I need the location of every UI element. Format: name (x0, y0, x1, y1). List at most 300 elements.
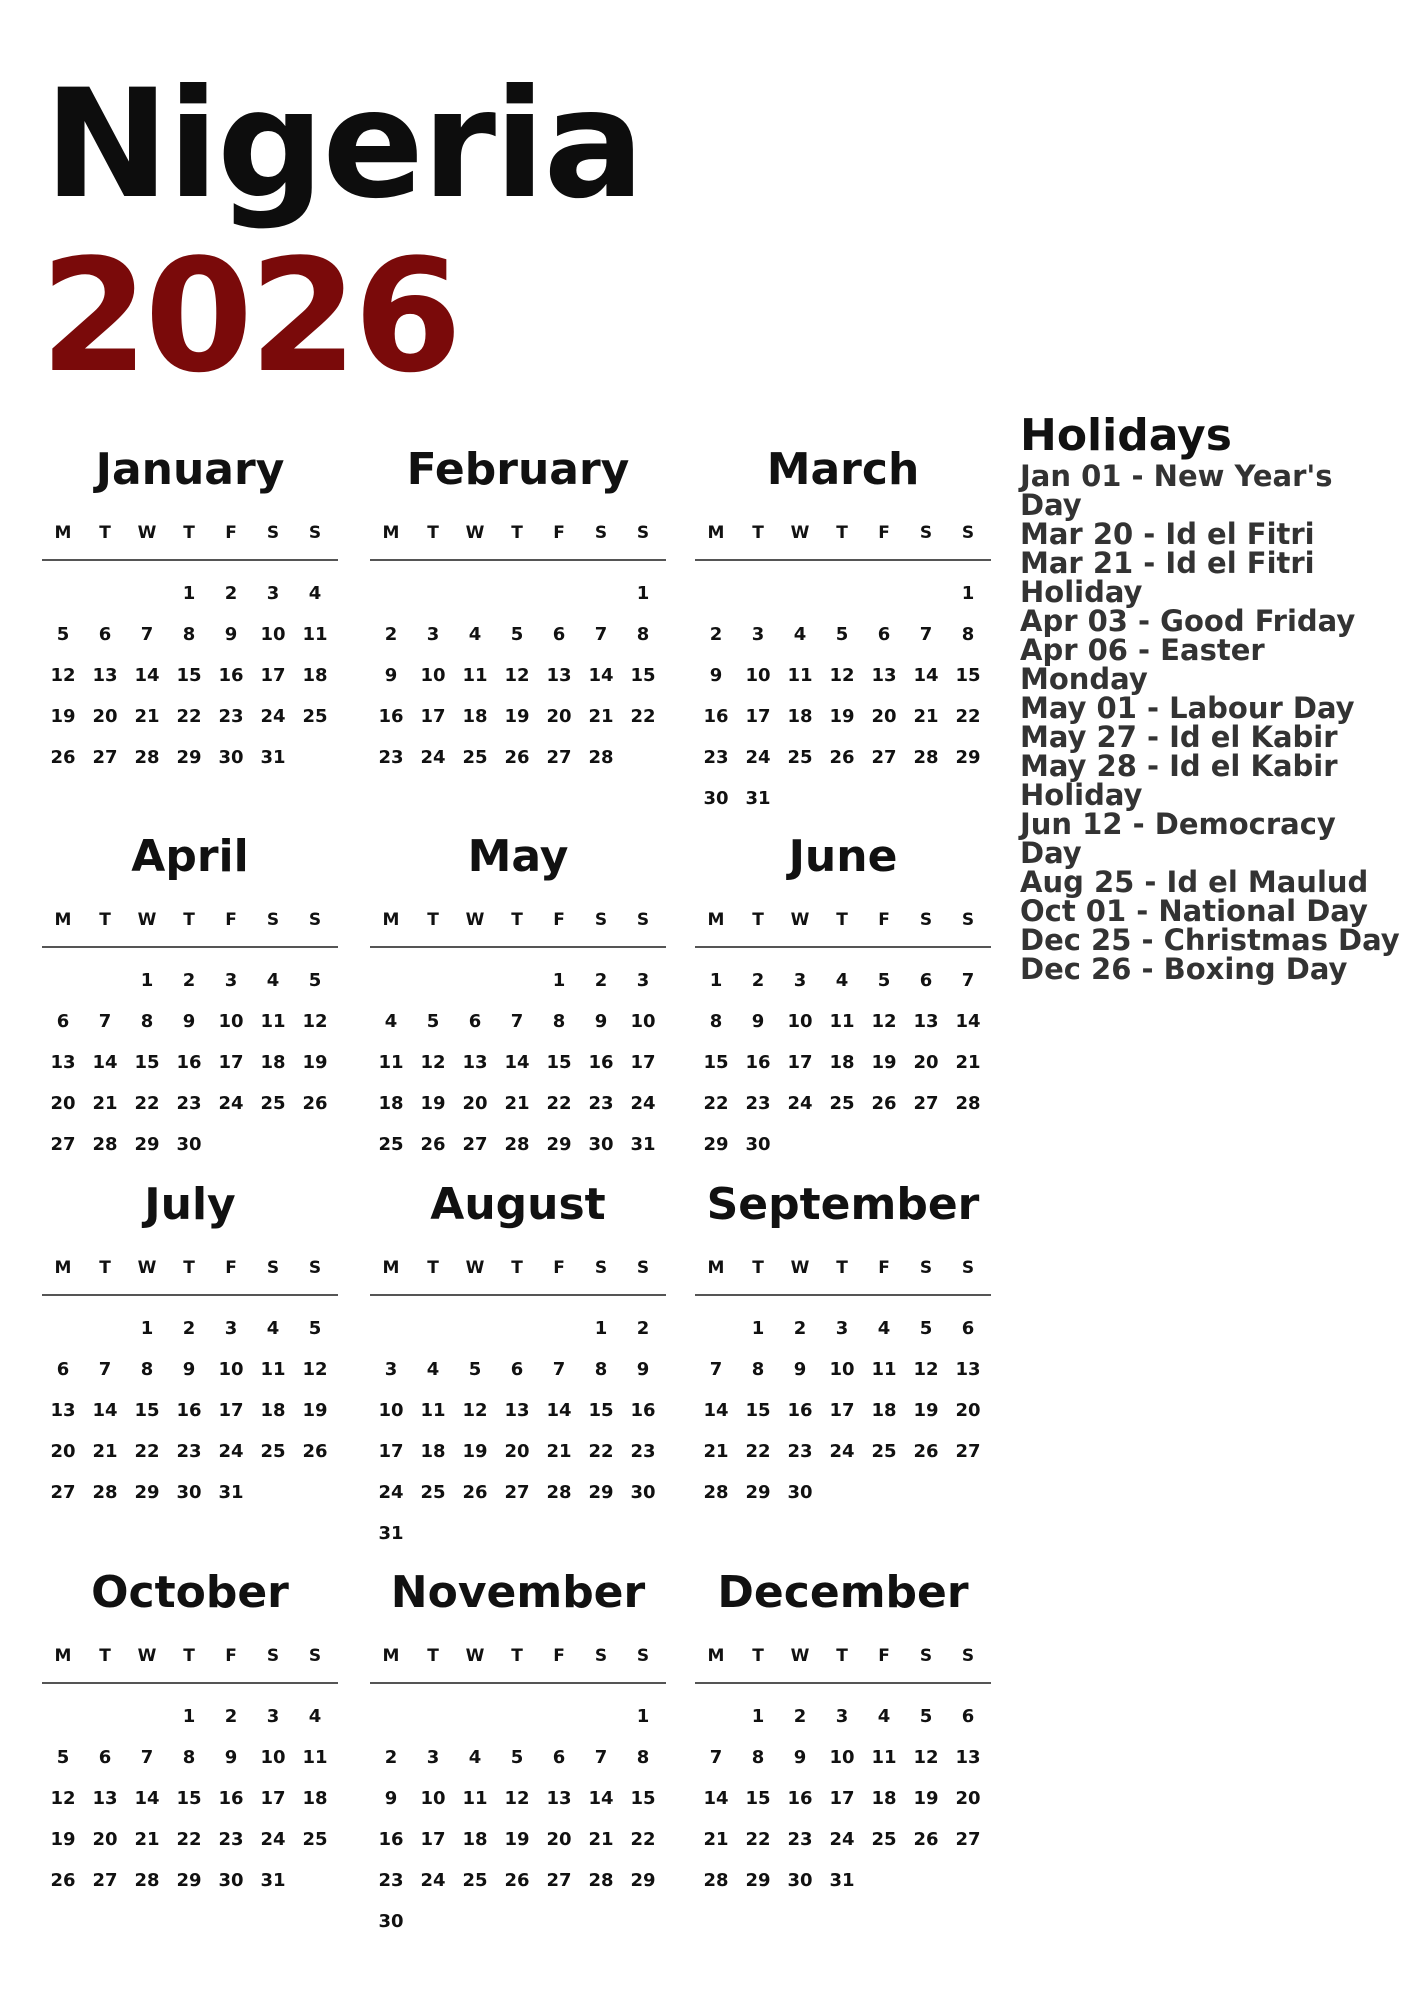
weekday-label: M (707, 1258, 725, 1278)
day-cell: 20 (546, 1829, 572, 1850)
day-cell: 27 (546, 1870, 572, 1891)
day-cell: 3 (224, 970, 238, 991)
day-cell: 1 (961, 583, 975, 604)
day-cell: 18 (302, 665, 328, 686)
day-cell: 30 (218, 1870, 244, 1891)
weekday-label: T (99, 1646, 111, 1666)
days-grid (42, 580, 338, 840)
day-cell: 10 (260, 624, 286, 645)
day-cell: 19 (302, 1400, 328, 1421)
day-cell: 21 (703, 1441, 729, 1462)
day-cell: 29 (630, 1870, 656, 1891)
day-cell: 15 (745, 1788, 771, 1809)
weekday-label: T (511, 1258, 523, 1278)
day-cell: 30 (787, 1870, 813, 1891)
day-cell: 17 (745, 706, 771, 727)
day-cell: 21 (134, 706, 160, 727)
day-cell: 17 (218, 1052, 244, 1073)
day-cell: 21 (703, 1829, 729, 1850)
day-cell: 8 (552, 1011, 566, 1032)
day-cell: 25 (302, 1829, 328, 1850)
weekday-label: T (99, 910, 111, 930)
weekday-label: W (465, 910, 485, 930)
weekday-label: S (594, 1646, 608, 1666)
day-cell: 7 (140, 624, 154, 645)
day-cell: 30 (630, 1482, 656, 1503)
day-cell: 26 (829, 747, 855, 768)
day-cell: 14 (913, 665, 939, 686)
day-cell: 27 (913, 1093, 939, 1114)
day-cell: 3 (835, 1706, 849, 1727)
weekday-label: S (636, 523, 650, 543)
day-cell: 9 (636, 1359, 650, 1380)
weekday-label: S (266, 523, 280, 543)
weekday-label: M (54, 523, 72, 543)
days-grid (370, 1703, 666, 1963)
weekday-label: W (790, 523, 810, 543)
weekday-label: M (382, 1258, 400, 1278)
day-cell: 10 (630, 1011, 656, 1032)
day-cell: 8 (709, 1011, 723, 1032)
day-cell: 20 (50, 1441, 76, 1462)
day-cell: 8 (961, 624, 975, 645)
day-cell: 5 (877, 970, 891, 991)
month-name: November (390, 1567, 646, 1618)
month-name: December (717, 1567, 969, 1618)
divider (370, 1682, 666, 1684)
day-cell: 15 (588, 1400, 614, 1421)
day-cell: 2 (793, 1318, 807, 1339)
day-cell: 31 (745, 788, 771, 809)
day-cell: 7 (552, 1359, 566, 1380)
weekday-label: W (137, 1646, 157, 1666)
day-cell: 25 (420, 1482, 446, 1503)
day-cell: 15 (176, 665, 202, 686)
day-cell: 10 (218, 1011, 244, 1032)
day-cell: 15 (745, 1400, 771, 1421)
day-cell: 3 (266, 1706, 280, 1727)
day-cell: 1 (140, 1318, 154, 1339)
day-cell: 25 (378, 1134, 404, 1155)
day-cell: 12 (302, 1359, 328, 1380)
days-grid (42, 1315, 338, 1575)
day-cell: 13 (50, 1400, 76, 1421)
day-cell: 2 (751, 970, 765, 991)
day-cell: 16 (745, 1052, 771, 1073)
day-cell: 26 (871, 1093, 897, 1114)
day-cell: 21 (134, 1829, 160, 1850)
day-cell: 9 (793, 1747, 807, 1768)
day-cell: 10 (260, 1747, 286, 1768)
day-cell: 26 (50, 747, 76, 768)
day-cell: 23 (378, 1870, 404, 1891)
weekday-label: T (511, 1646, 523, 1666)
day-cell: 9 (751, 1011, 765, 1032)
day-cell: 17 (829, 1788, 855, 1809)
day-cell: 25 (462, 747, 488, 768)
day-cell: 18 (302, 1788, 328, 1809)
day-cell: 6 (919, 970, 933, 991)
day-cell: 4 (266, 970, 280, 991)
day-cell: 27 (50, 1134, 76, 1155)
day-cell: 19 (50, 1829, 76, 1850)
day-cell: 7 (709, 1359, 723, 1380)
day-cell: 24 (420, 747, 446, 768)
weekday-label: T (427, 910, 439, 930)
day-cell: 22 (134, 1093, 160, 1114)
day-cell: 24 (787, 1093, 813, 1114)
day-cell: 7 (709, 1747, 723, 1768)
holidays-panel (1020, 410, 1400, 984)
holiday-item: May 27 - Id el Kabir (1020, 720, 1338, 754)
weekday-label: T (183, 1646, 195, 1666)
day-cell: 12 (504, 665, 530, 686)
page-title: Nigeria (44, 58, 643, 232)
day-cell: 8 (182, 624, 196, 645)
day-cell: 26 (420, 1134, 446, 1155)
day-cell: 24 (260, 1829, 286, 1850)
month-name: April (131, 831, 249, 882)
day-cell: 20 (955, 1400, 981, 1421)
weekday-label: S (636, 1646, 650, 1666)
day-cell: 29 (134, 1134, 160, 1155)
day-cell: 20 (871, 706, 897, 727)
day-cell: 11 (462, 1788, 488, 1809)
day-cell: 27 (92, 747, 118, 768)
day-cell: 30 (176, 1134, 202, 1155)
day-cell: 16 (218, 665, 244, 686)
weekday-header-row (370, 1251, 666, 1285)
day-cell: 22 (745, 1829, 771, 1850)
month-name: August (430, 1179, 606, 1230)
day-cell: 29 (176, 747, 202, 768)
day-cell: 23 (218, 706, 244, 727)
day-cell: 24 (829, 1441, 855, 1462)
day-cell: 22 (176, 1829, 202, 1850)
weekday-label: M (707, 523, 725, 543)
weekday-label: S (308, 910, 322, 930)
weekday-label: T (99, 523, 111, 543)
day-cell: 28 (546, 1482, 572, 1503)
day-cell: 20 (913, 1052, 939, 1073)
day-cell: 22 (955, 706, 981, 727)
day-cell: 15 (134, 1400, 160, 1421)
day-cell: 30 (218, 747, 244, 768)
weekday-label: M (382, 910, 400, 930)
day-cell: 13 (955, 1747, 981, 1768)
day-cell: 16 (378, 706, 404, 727)
day-cell: 2 (224, 1706, 238, 1727)
day-cell: 30 (176, 1482, 202, 1503)
day-cell: 11 (302, 1747, 328, 1768)
day-cell: 25 (871, 1441, 897, 1462)
weekday-label: W (465, 1646, 485, 1666)
day-cell: 29 (588, 1482, 614, 1503)
day-cell: 6 (56, 1359, 70, 1380)
weekday-header-row (370, 1639, 666, 1673)
month-name: September (706, 1179, 980, 1230)
day-cell: 27 (546, 747, 572, 768)
weekday-header-row (695, 903, 991, 937)
day-cell: 6 (98, 1747, 112, 1768)
day-cell: 4 (877, 1318, 891, 1339)
day-cell: 25 (462, 1870, 488, 1891)
day-cell: 16 (787, 1400, 813, 1421)
day-cell: 9 (182, 1359, 196, 1380)
weekday-label: F (225, 1646, 237, 1666)
day-cell: 15 (630, 665, 656, 686)
divider (695, 946, 991, 948)
month-name: October (91, 1567, 289, 1618)
day-cell: 9 (384, 1788, 398, 1809)
day-cell: 4 (468, 1747, 482, 1768)
weekday-label: F (225, 910, 237, 930)
holiday-item: Apr 03 - Good Friday (1020, 604, 1356, 638)
day-cell: 13 (50, 1052, 76, 1073)
weekday-label: F (225, 1258, 237, 1278)
day-cell: 25 (260, 1441, 286, 1462)
weekday-header-row (370, 903, 666, 937)
day-cell: 12 (50, 665, 76, 686)
day-cell: 22 (176, 706, 202, 727)
day-cell: 24 (745, 747, 771, 768)
day-cell: 15 (630, 1788, 656, 1809)
weekday-label: T (427, 1258, 439, 1278)
day-cell: 16 (703, 706, 729, 727)
day-cell: 22 (630, 706, 656, 727)
day-cell: 19 (913, 1400, 939, 1421)
weekday-label: T (752, 1646, 764, 1666)
day-cell: 23 (787, 1829, 813, 1850)
holiday-item: Aug 25 - Id el Maulud (1020, 865, 1369, 899)
day-cell: 8 (636, 624, 650, 645)
day-cell: 7 (961, 970, 975, 991)
weekday-label: S (961, 1646, 975, 1666)
day-cell: 5 (510, 1747, 524, 1768)
day-cell: 13 (955, 1359, 981, 1380)
year-title: 2026 (40, 225, 459, 407)
day-cell: 17 (420, 1829, 446, 1850)
day-cell: 4 (426, 1359, 440, 1380)
day-cell: 26 (504, 1870, 530, 1891)
holiday-item: Mar 20 - Id el Fitri (1020, 517, 1315, 551)
weekday-label: T (752, 1258, 764, 1278)
day-cell: 10 (745, 665, 771, 686)
day-cell: 14 (703, 1788, 729, 1809)
day-cell: 22 (745, 1441, 771, 1462)
day-cell: 30 (588, 1134, 614, 1155)
day-cell: 3 (835, 1318, 849, 1339)
holiday-item: Jan 01 - New Year's Day (1020, 459, 1333, 522)
day-cell: 10 (218, 1359, 244, 1380)
day-cell: 25 (871, 1829, 897, 1850)
day-cell: 24 (829, 1829, 855, 1850)
day-cell: 21 (955, 1052, 981, 1073)
day-cell: 1 (140, 970, 154, 991)
day-cell: 31 (829, 1870, 855, 1891)
day-cell: 29 (134, 1482, 160, 1503)
days-grid (695, 580, 991, 840)
weekday-label: S (308, 523, 322, 543)
day-cell: 28 (134, 747, 160, 768)
day-cell: 20 (462, 1093, 488, 1114)
weekday-label: T (183, 910, 195, 930)
weekday-label: T (511, 910, 523, 930)
day-cell: 3 (636, 970, 650, 991)
day-cell: 28 (913, 747, 939, 768)
holiday-item: Mar 21 - Id el Fitri Holiday (1020, 546, 1315, 609)
day-cell: 24 (218, 1093, 244, 1114)
day-cell: 21 (504, 1093, 530, 1114)
day-cell: 28 (92, 1482, 118, 1503)
holiday-item: Oct 01 - National Day (1020, 894, 1368, 928)
day-cell: 21 (588, 1829, 614, 1850)
weekday-header-row (42, 516, 338, 550)
day-cell: 14 (588, 1788, 614, 1809)
day-cell: 18 (378, 1093, 404, 1114)
day-cell: 23 (745, 1093, 771, 1114)
day-cell: 28 (703, 1870, 729, 1891)
day-cell: 23 (630, 1441, 656, 1462)
day-cell: 21 (913, 706, 939, 727)
weekday-label: F (878, 1646, 890, 1666)
day-cell: 14 (504, 1052, 530, 1073)
month-name: January (95, 444, 285, 495)
weekday-label: F (553, 910, 565, 930)
divider (42, 559, 338, 561)
weekday-header-row (370, 516, 666, 550)
day-cell: 7 (98, 1011, 112, 1032)
day-cell: 18 (829, 1052, 855, 1073)
day-cell: 16 (588, 1052, 614, 1073)
day-cell: 16 (218, 1788, 244, 1809)
weekday-label: W (465, 1258, 485, 1278)
weekday-label: W (137, 1258, 157, 1278)
day-cell: 26 (913, 1441, 939, 1462)
weekday-header-row (42, 1639, 338, 1673)
day-cell: 7 (140, 1747, 154, 1768)
day-cell: 19 (50, 706, 76, 727)
day-cell: 22 (630, 1829, 656, 1850)
day-cell: 17 (829, 1400, 855, 1421)
day-cell: 20 (546, 706, 572, 727)
day-cell: 7 (98, 1359, 112, 1380)
day-cell: 18 (420, 1441, 446, 1462)
weekday-label: S (594, 910, 608, 930)
day-cell: 7 (594, 1747, 608, 1768)
day-cell: 13 (92, 665, 118, 686)
day-cell: 3 (426, 1747, 440, 1768)
day-cell: 24 (218, 1441, 244, 1462)
day-cell: 9 (709, 665, 723, 686)
day-cell: 14 (703, 1400, 729, 1421)
day-cell: 11 (787, 665, 813, 686)
weekday-label: T (836, 1258, 848, 1278)
day-cell: 19 (504, 1829, 530, 1850)
day-cell: 2 (636, 1318, 650, 1339)
weekday-label: M (54, 910, 72, 930)
weekday-label: S (266, 1646, 280, 1666)
day-cell: 24 (260, 706, 286, 727)
day-cell: 7 (594, 624, 608, 645)
holiday-item: Apr 06 - Easter Monday (1020, 633, 1265, 696)
day-cell: 23 (588, 1093, 614, 1114)
day-cell: 1 (552, 970, 566, 991)
divider (370, 946, 666, 948)
day-cell: 9 (793, 1359, 807, 1380)
day-cell: 15 (955, 665, 981, 686)
day-cell: 8 (182, 1747, 196, 1768)
day-cell: 22 (703, 1093, 729, 1114)
day-cell: 31 (260, 1870, 286, 1891)
day-cell: 11 (420, 1400, 446, 1421)
day-cell: 29 (546, 1134, 572, 1155)
weekday-label: T (511, 523, 523, 543)
weekday-label: M (382, 1646, 400, 1666)
day-cell: 17 (260, 1788, 286, 1809)
day-cell: 14 (546, 1400, 572, 1421)
day-cell: 10 (829, 1359, 855, 1380)
day-cell: 8 (636, 1747, 650, 1768)
month-name: February (406, 444, 630, 495)
weekday-label: F (878, 910, 890, 930)
day-cell: 6 (98, 624, 112, 645)
weekday-label: F (225, 523, 237, 543)
day-cell: 1 (182, 1706, 196, 1727)
weekday-label: M (54, 1258, 72, 1278)
day-cell: 6 (961, 1318, 975, 1339)
weekday-label: S (919, 523, 933, 543)
day-cell: 4 (384, 1011, 398, 1032)
day-cell: 28 (504, 1134, 530, 1155)
month-name: May (467, 831, 569, 882)
weekday-label: T (752, 910, 764, 930)
day-cell: 16 (176, 1400, 202, 1421)
day-cell: 28 (703, 1482, 729, 1503)
day-cell: 27 (504, 1482, 530, 1503)
day-cell: 2 (182, 1318, 196, 1339)
weekday-label: S (961, 910, 975, 930)
day-cell: 13 (92, 1788, 118, 1809)
day-cell: 7 (510, 1011, 524, 1032)
day-cell: 7 (919, 624, 933, 645)
day-cell: 12 (913, 1747, 939, 1768)
day-cell: 30 (745, 1134, 771, 1155)
day-cell: 31 (260, 747, 286, 768)
weekday-label: F (553, 1258, 565, 1278)
day-cell: 2 (182, 970, 196, 991)
day-cell: 1 (182, 583, 196, 604)
holiday-item: May 28 - Id el Kabir Holiday (1020, 749, 1338, 812)
day-cell: 9 (384, 665, 398, 686)
day-cell: 18 (787, 706, 813, 727)
day-cell: 27 (50, 1482, 76, 1503)
weekday-label: S (961, 1258, 975, 1278)
day-cell: 21 (92, 1093, 118, 1114)
day-cell: 5 (308, 970, 322, 991)
weekday-label: T (183, 1258, 195, 1278)
day-cell: 22 (134, 1441, 160, 1462)
day-cell: 4 (877, 1706, 891, 1727)
day-cell: 5 (919, 1706, 933, 1727)
weekday-label: W (790, 1646, 810, 1666)
divider (370, 559, 666, 561)
day-cell: 1 (594, 1318, 608, 1339)
day-cell: 14 (134, 665, 160, 686)
day-cell: 1 (751, 1706, 765, 1727)
day-cell: 6 (877, 624, 891, 645)
day-cell: 9 (182, 1011, 196, 1032)
